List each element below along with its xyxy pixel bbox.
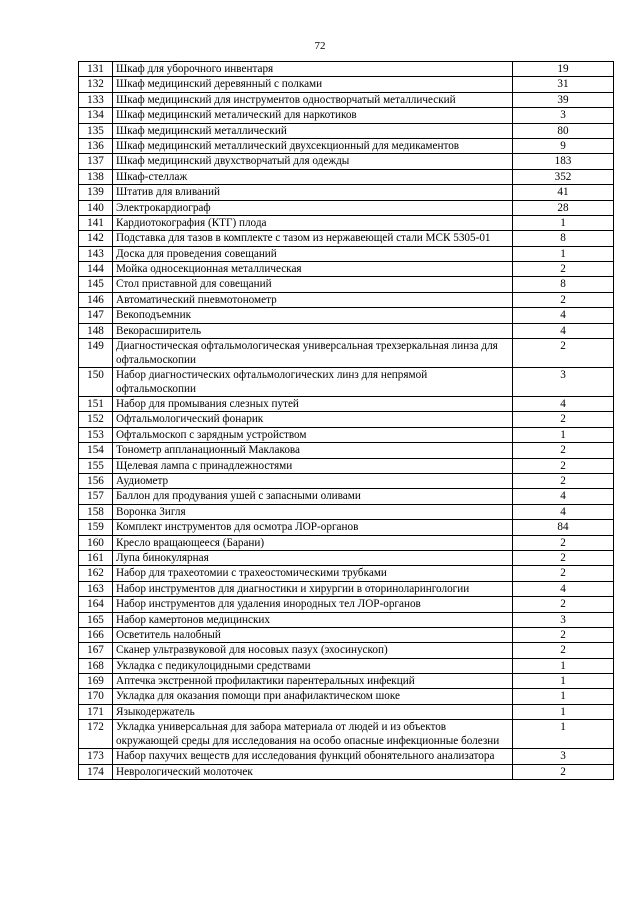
item-name-cell: Тонометр аппланационный Маклакова [113, 443, 513, 458]
row-number-cell: 153 [79, 427, 113, 442]
table-row [79, 489, 614, 504]
item-name-cell: Неврологический молоточек [113, 764, 513, 779]
item-name-cell: Офтальмологический фонарик [113, 412, 513, 427]
item-name-cell: Аптечка экстренной профилактики парентеральных инфекций [113, 674, 513, 689]
quantity-cell: 80 [513, 123, 614, 138]
table-row [79, 566, 614, 581]
item-name-cell: Офтальмоскоп с зарядным устройством [113, 427, 513, 442]
item-name-cell: Шкаф медицинский для инструментов одностворчатый металлический [113, 92, 513, 107]
table-row [79, 612, 614, 627]
item-name-cell: Шкаф медицинский деревянный с полками [113, 77, 513, 92]
row-number-cell: 132 [79, 77, 113, 92]
table-row [79, 277, 614, 292]
item-name-cell: Подставка для тазов в комплекте с тазом из нержавеющей стали МСК 5305-01 [113, 231, 513, 246]
table-row [79, 138, 614, 153]
quantity-cell: 2 [513, 443, 614, 458]
item-name-cell: Аудиометр [113, 473, 513, 488]
table-row [79, 473, 614, 488]
table-row [79, 215, 614, 230]
quantity-cell: 2 [513, 550, 614, 565]
row-number-cell: 150 [79, 368, 113, 397]
quantity-cell: 3 [513, 108, 614, 123]
table-row [79, 92, 614, 107]
row-number-cell: 136 [79, 138, 113, 153]
quantity-cell: 4 [513, 397, 614, 412]
quantity-cell: 2 [513, 262, 614, 277]
table-row [79, 231, 614, 246]
quantity-cell: 2 [513, 412, 614, 427]
row-number-cell: 174 [79, 764, 113, 779]
quantity-cell: 183 [513, 154, 614, 169]
table-row [79, 62, 614, 77]
table-row [79, 308, 614, 323]
item-name-cell: Кардиотокография (КТГ) плода [113, 215, 513, 230]
quantity-cell: 2 [513, 566, 614, 581]
row-number-cell: 156 [79, 473, 113, 488]
item-name-cell: Набор инструментов для диагностики и хирургии в оториноларингологии [113, 581, 513, 596]
quantity-cell: 41 [513, 185, 614, 200]
quantity-cell: 1 [513, 720, 614, 749]
row-number-cell: 163 [79, 581, 113, 596]
quantity-cell: 1 [513, 658, 614, 673]
table-row [79, 504, 614, 519]
quantity-cell: 1 [513, 704, 614, 719]
item-name-cell: Укладка универсальная для забора материала от людей и из объектов окружающей среды для исследования на особо опасные инфекционные болезни [113, 720, 513, 749]
item-name-cell: Шкаф медицинский двухстворчатый для одежды [113, 154, 513, 169]
table-row [79, 704, 614, 719]
table-row [79, 689, 614, 704]
item-name-cell: Укладка для оказания помощи при анафилактическом шоке [113, 689, 513, 704]
row-number-cell: 170 [79, 689, 113, 704]
item-name-cell: Электрокардиограф [113, 200, 513, 215]
row-number-cell: 143 [79, 246, 113, 261]
row-number-cell: 173 [79, 749, 113, 764]
table-row [79, 368, 614, 397]
quantity-cell: 2 [513, 339, 614, 368]
quantity-cell: 3 [513, 368, 614, 397]
row-number-cell: 158 [79, 504, 113, 519]
item-name-cell: Набор камертонов медицинских [113, 612, 513, 627]
table-row [79, 749, 614, 764]
quantity-cell: 8 [513, 231, 614, 246]
quantity-cell: 3 [513, 749, 614, 764]
quantity-cell: 4 [513, 581, 614, 596]
table-row [79, 720, 614, 749]
quantity-cell: 2 [513, 535, 614, 550]
row-number-cell: 144 [79, 262, 113, 277]
quantity-cell: 2 [513, 764, 614, 779]
row-number-cell: 133 [79, 92, 113, 107]
row-number-cell: 165 [79, 612, 113, 627]
row-number-cell: 172 [79, 720, 113, 749]
row-number-cell: 171 [79, 704, 113, 719]
table-row [79, 262, 614, 277]
table-row [79, 397, 614, 412]
row-number-cell: 141 [79, 215, 113, 230]
quantity-cell: 1 [513, 427, 614, 442]
row-number-cell: 151 [79, 397, 113, 412]
item-name-cell: Набор для промывания слезных путей [113, 397, 513, 412]
row-number-cell: 167 [79, 643, 113, 658]
table-row [79, 246, 614, 261]
row-number-cell: 134 [79, 108, 113, 123]
row-number-cell: 149 [79, 339, 113, 368]
item-name-cell: Набор для трахеотомии с трахеостомическими трубками [113, 566, 513, 581]
row-number-cell: 169 [79, 674, 113, 689]
quantity-cell: 2 [513, 627, 614, 642]
table-row [79, 535, 614, 550]
quantity-cell: 2 [513, 597, 614, 612]
row-number-cell: 161 [79, 550, 113, 565]
row-number-cell: 168 [79, 658, 113, 673]
row-number-cell: 164 [79, 597, 113, 612]
row-number-cell: 162 [79, 566, 113, 581]
quantity-cell: 1 [513, 689, 614, 704]
item-name-cell: Векорасширитель [113, 323, 513, 338]
table-row [79, 627, 614, 642]
quantity-cell: 2 [513, 292, 614, 307]
page-number: 72 [314, 40, 326, 52]
quantity-cell: 2 [513, 458, 614, 473]
quantity-cell: 84 [513, 520, 614, 535]
quantity-cell: 1 [513, 246, 614, 261]
table-row [79, 185, 614, 200]
quantity-cell: 28 [513, 200, 614, 215]
item-name-cell: Укладка с педикулоцидными средствами [113, 658, 513, 673]
table-row [79, 674, 614, 689]
row-number-cell: 160 [79, 535, 113, 550]
row-number-cell: 154 [79, 443, 113, 458]
item-name-cell: Мойка односекционная металлическая [113, 262, 513, 277]
item-name-cell: Сканер ультразвуковой для носовых пазух (эхосинускоп) [113, 643, 513, 658]
item-name-cell: Шкаф для уборочного инвентаря [113, 62, 513, 77]
quantity-cell: 31 [513, 77, 614, 92]
table-row [79, 550, 614, 565]
quantity-cell: 1 [513, 215, 614, 230]
table-body [79, 62, 614, 780]
row-number-cell: 147 [79, 308, 113, 323]
row-number-cell: 159 [79, 520, 113, 535]
table-row [79, 292, 614, 307]
row-number-cell: 140 [79, 200, 113, 215]
item-name-cell: Диагностическая офтальмологическая универсальная трехзеркальная линза для офтальмоскопии [113, 339, 513, 368]
table-row [79, 658, 614, 673]
table-row [79, 77, 614, 92]
table-row [79, 200, 614, 215]
item-name-cell: Автоматический пневмотонометр [113, 292, 513, 307]
quantity-cell: 19 [513, 62, 614, 77]
item-name-cell: Набор пахучих веществ для исследования функций обонятельного анализатора [113, 749, 513, 764]
row-number-cell: 142 [79, 231, 113, 246]
quantity-cell: 352 [513, 169, 614, 184]
table-row [79, 323, 614, 338]
item-name-cell: Языкодержатель [113, 704, 513, 719]
item-name-cell: Кресло вращающееся (Барани) [113, 535, 513, 550]
item-name-cell: Шкаф медицинский металлический [113, 123, 513, 138]
row-number-cell: 166 [79, 627, 113, 642]
table-row [79, 123, 614, 138]
quantity-cell: 4 [513, 323, 614, 338]
table-row [79, 520, 614, 535]
item-name-cell: Штатив для вливаний [113, 185, 513, 200]
item-name-cell: Набор диагностических офтальмологических линз для непрямой офтальмоскопии [113, 368, 513, 397]
table-row [79, 154, 614, 169]
item-name-cell: Шкаф медицинский металический для наркотиков [113, 108, 513, 123]
table-row [79, 108, 614, 123]
quantity-cell: 39 [513, 92, 614, 107]
quantity-cell: 1 [513, 674, 614, 689]
quantity-cell: 4 [513, 308, 614, 323]
table-row [79, 427, 614, 442]
row-number-cell: 155 [79, 458, 113, 473]
item-name-cell: Шкаф-стеллаж [113, 169, 513, 184]
row-number-cell: 139 [79, 185, 113, 200]
quantity-cell: 4 [513, 489, 614, 504]
table-row [79, 764, 614, 779]
row-number-cell: 146 [79, 292, 113, 307]
row-number-cell: 157 [79, 489, 113, 504]
item-name-cell: Шкаф медицинский металлический двухсекционный для медикаментов [113, 138, 513, 153]
row-number-cell: 137 [79, 154, 113, 169]
table-row [79, 458, 614, 473]
quantity-cell: 9 [513, 138, 614, 153]
quantity-cell: 8 [513, 277, 614, 292]
item-name-cell: Осветитель налобный [113, 627, 513, 642]
quantity-cell: 4 [513, 504, 614, 519]
item-name-cell: Векоподъемник [113, 308, 513, 323]
item-name-cell: Комплект инструментов для осмотра ЛОР-органов [113, 520, 513, 535]
item-name-cell: Лупа бинокулярная [113, 550, 513, 565]
item-name-cell: Стол приставной для совещаний [113, 277, 513, 292]
table-row [79, 412, 614, 427]
table-row [79, 581, 614, 596]
row-number-cell: 131 [79, 62, 113, 77]
equipment-table [78, 61, 614, 780]
item-name-cell: Доска для проведения совещаний [113, 246, 513, 261]
row-number-cell: 148 [79, 323, 113, 338]
item-name-cell: Баллон для продувания ушей с запасными оливами [113, 489, 513, 504]
item-name-cell: Щелевая лампа с принадлежностями [113, 458, 513, 473]
row-number-cell: 135 [79, 123, 113, 138]
table-row [79, 597, 614, 612]
row-number-cell: 152 [79, 412, 113, 427]
table-row [79, 443, 614, 458]
quantity-cell: 2 [513, 643, 614, 658]
table-row [79, 339, 614, 368]
quantity-cell: 2 [513, 473, 614, 488]
quantity-cell: 3 [513, 612, 614, 627]
item-name-cell: Набор инструментов для удаления инородных тел ЛОР-органов [113, 597, 513, 612]
row-number-cell: 138 [79, 169, 113, 184]
table-row [79, 169, 614, 184]
table-row [79, 643, 614, 658]
row-number-cell: 145 [79, 277, 113, 292]
item-name-cell: Воронка Зигля [113, 504, 513, 519]
